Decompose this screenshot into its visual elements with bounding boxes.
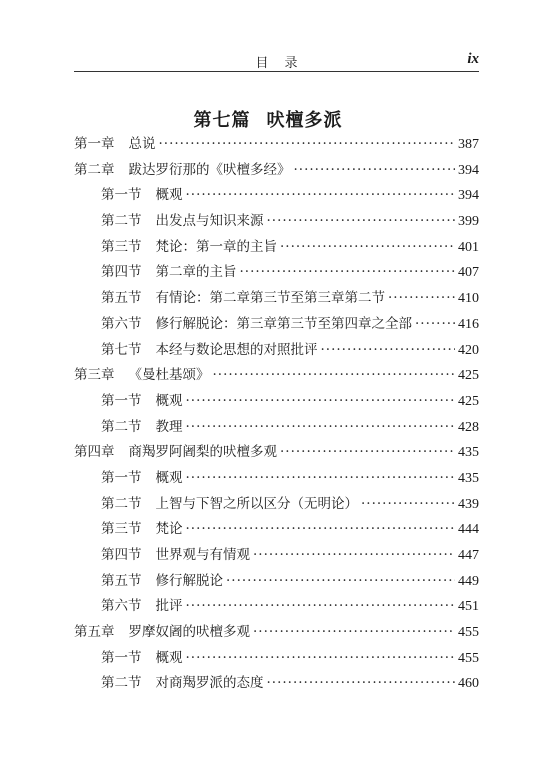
- dot-leader: [388, 290, 455, 306]
- toc-entry-title: 罗摩奴阇的吠檀多观: [128, 624, 250, 641]
- dot-leader: [159, 136, 456, 152]
- toc-entry-title: 《曼杜基颂》: [128, 367, 210, 384]
- dot-leader: [186, 187, 456, 203]
- toc-entry-label: 第二章: [74, 161, 115, 178]
- dot-leader: [267, 213, 456, 229]
- toc-entry-label: 第三节: [101, 238, 142, 255]
- dot-leader: [186, 650, 456, 666]
- dot-leader: [186, 598, 456, 614]
- toc-entry-title: 总说: [128, 136, 156, 152]
- toc-entry-page-number: 435: [458, 445, 479, 461]
- running-header-page-number: ix: [467, 51, 479, 67]
- toc-entry-label: 第三节: [101, 521, 142, 538]
- toc-entry-label: 第一节: [101, 649, 142, 666]
- toc-entry-label: 第二节: [101, 418, 142, 435]
- part-label: 第七篇: [193, 110, 251, 131]
- toc-entry-title: 有情论：第二章第三节至第三章第二节: [155, 290, 385, 307]
- toc-section-entry: [74, 312, 479, 338]
- table-of-contents: [74, 132, 479, 697]
- toc-entry-page-number: 420: [458, 342, 479, 358]
- toc-entry-title: 出发点与知识来源: [155, 213, 264, 230]
- toc-section-entry: [74, 209, 479, 235]
- toc-entry-title: 批评: [155, 598, 183, 615]
- header-rule: [74, 71, 479, 72]
- toc-entry-page-number: 460: [458, 676, 479, 692]
- toc-entry-page-number: 425: [458, 393, 479, 409]
- toc-section-entry: [74, 389, 479, 415]
- toc-entry-page-number: 401: [458, 239, 479, 255]
- toc-entry-page-number: 428: [458, 419, 479, 435]
- toc-section-entry: [74, 646, 479, 672]
- toc-section-entry: [74, 466, 479, 492]
- dot-leader: [186, 470, 456, 486]
- toc-chapter-entry: [74, 132, 479, 158]
- toc-section-entry: [74, 517, 479, 543]
- toc-chapter-entry: [74, 363, 479, 389]
- toc-entry-title: 梵论：第一章的主旨: [155, 238, 277, 255]
- toc-entry-page-number: 449: [458, 573, 479, 589]
- dot-leader: [321, 342, 456, 358]
- toc-chapter-entry: [74, 620, 479, 646]
- toc-section-entry: [74, 594, 479, 620]
- dot-leader: [361, 496, 455, 512]
- toc-section-entry: [74, 235, 479, 261]
- toc-entry-title: 对商羯罗派的态度: [155, 675, 264, 692]
- toc-entry-title: 世界观与有情观: [155, 547, 250, 563]
- toc-entry-title: 商羯罗阿阇梨的吠檀多观: [128, 444, 277, 461]
- toc-entry-title: 概观: [155, 187, 183, 204]
- toc-entry-title: 概观: [155, 469, 183, 486]
- toc-entry-title: 第二章的主旨: [155, 264, 237, 281]
- dot-leader: [253, 547, 455, 563]
- toc-entry-page-number: 451: [458, 599, 479, 615]
- toc-entry-label: 第六节: [101, 598, 142, 615]
- toc-section-entry: [74, 260, 479, 286]
- toc-entry-title: 本经与数论思想的对照批评: [155, 341, 318, 358]
- toc-entry-title: 概观: [155, 392, 183, 409]
- toc-section-entry: [74, 183, 479, 209]
- toc-entry-label: 第二节: [101, 495, 142, 512]
- toc-entry-title: 概观: [155, 649, 183, 666]
- part-name: 吠檀多派: [266, 110, 343, 131]
- toc-entry-page-number: 410: [458, 291, 479, 307]
- toc-section-entry: [74, 286, 479, 312]
- toc-entry-label: 第一节: [101, 187, 142, 204]
- toc-entry-label: 第四节: [101, 264, 142, 281]
- dot-leader: [186, 393, 456, 409]
- toc-entry-page-number: 399: [458, 214, 479, 230]
- toc-entry-page-number: 455: [458, 650, 479, 666]
- dot-leader: [267, 675, 456, 691]
- toc-entry-label: 第二节: [101, 675, 142, 692]
- toc-entry-label: 第六节: [101, 315, 142, 332]
- dot-leader: [294, 162, 456, 178]
- running-header-title: 目录: [255, 56, 314, 71]
- toc-section-entry: [74, 569, 479, 595]
- toc-section-entry: [74, 415, 479, 441]
- toc-entry-label: 第一章: [74, 136, 115, 152]
- toc-entry-page-number: 407: [458, 265, 479, 281]
- toc-entry-page-number: 444: [458, 522, 479, 538]
- toc-entry-title: 修行解脱论: [155, 572, 223, 589]
- toc-entry-page-number: 455: [458, 625, 479, 641]
- running-header: [74, 52, 479, 72]
- toc-entry-page-number: 439: [458, 496, 479, 512]
- toc-entry-label: 第四节: [101, 547, 142, 563]
- toc-entry-page-number: 394: [458, 162, 479, 178]
- toc-entry-page-number: 394: [458, 188, 479, 204]
- toc-entry-page-number: 447: [458, 548, 479, 563]
- toc-entry-label: 第七节: [101, 341, 142, 358]
- toc-section-entry: [74, 492, 479, 518]
- dot-leader: [280, 239, 455, 255]
- toc-entry-label: 第五节: [101, 572, 142, 589]
- toc-entry-page-number: 425: [458, 368, 479, 384]
- toc-chapter-entry: [74, 158, 479, 184]
- toc-section-entry: [74, 338, 479, 364]
- toc-entry-title: 梵论: [155, 521, 183, 538]
- toc-entry-title: 教理: [155, 418, 183, 435]
- toc-section-entry: [74, 543, 479, 569]
- dot-leader: [415, 316, 455, 332]
- toc-entry-page-number: 416: [458, 316, 479, 332]
- toc-entry-label: 第五章: [74, 624, 115, 641]
- toc-entry-label: 第三章: [74, 367, 115, 384]
- dot-leader: [213, 367, 456, 383]
- toc-entry-title: 跋达罗衍那的《吠檀多经》: [128, 161, 291, 178]
- toc-chapter-entry: [74, 440, 479, 466]
- toc-entry-label: 第一节: [101, 469, 142, 486]
- dot-leader: [240, 264, 456, 280]
- toc-entry-page-number: 387: [458, 137, 479, 152]
- toc-entry-page-number: 435: [458, 470, 479, 486]
- toc-entry-label: 第一节: [101, 392, 142, 409]
- toc-section-entry: [74, 671, 479, 697]
- dot-leader: [186, 419, 456, 435]
- toc-entry-title: 上智与下智之所以区分（无明论）: [155, 495, 358, 512]
- dot-leader: [226, 573, 455, 589]
- dot-leader: [280, 444, 455, 460]
- toc-entry-label: 第五节: [101, 290, 142, 307]
- dot-leader: [253, 624, 455, 640]
- toc-entry-title: 修行解脱论：第三章第三节至第四章之全部: [155, 315, 412, 332]
- part-title: [0, 106, 536, 132]
- toc-entry-label: 第二节: [101, 213, 142, 230]
- dot-leader: [186, 521, 456, 537]
- toc-entry-label: 第四章: [74, 444, 115, 461]
